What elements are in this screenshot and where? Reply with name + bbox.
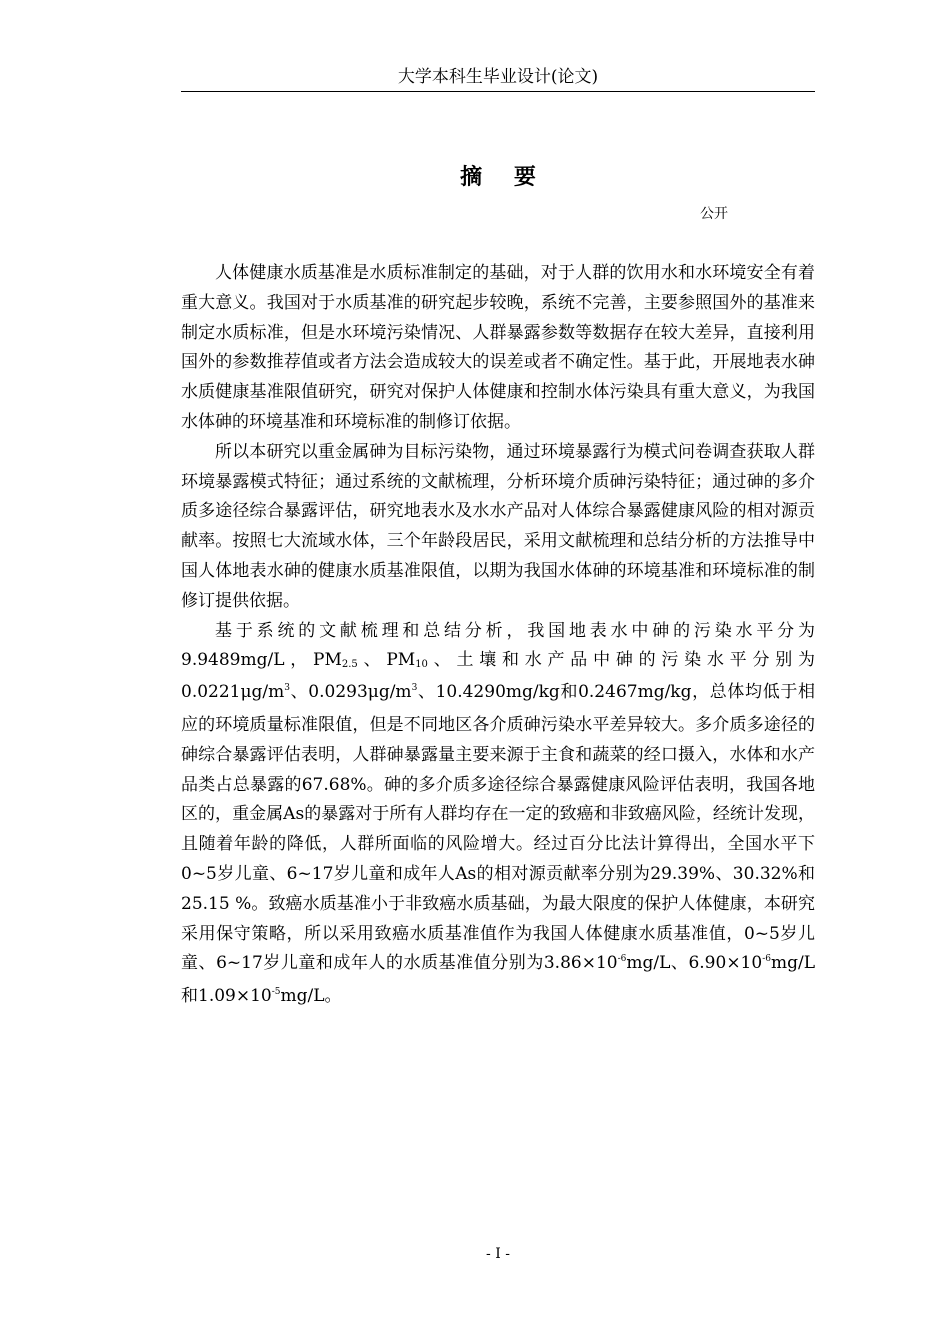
header-rule	[181, 91, 815, 92]
p3-text-6: mg/L、6.90×10	[626, 953, 763, 974]
unit-superscript-1: 3	[284, 683, 290, 694]
p3-text-1: 基于系统的文献梳理和总结分析，我国地表水中砷的污染水平分为9.9489mg/L，PM	[181, 620, 815, 671]
p3-text-4: 、0.0293μg/m	[290, 682, 412, 703]
abstract-paragraph-2: 所以本研究以重金属砷为目标污染物，通过环境暴露行为模式问卷调查获取人群环境暴露模式特征；通过系统的文献梳理，分析环境介质砷污染特征；通过砷的多介质多途径综合暴露评估，研究地表水及水水产品对人体综合暴露健康风险的相对源贡献率。按照七大流域水体，三个年龄段居民，采用文献梳理和总结分析的方法推导中国人体地表水砷的健康水质基准限值，以期为我国水体砷的环境基准和环境标准的制修订提供依据。	[181, 441, 815, 611]
unit-superscript-2: 3	[411, 683, 418, 694]
exponent-1: -6	[617, 954, 627, 965]
abstract-body	[181, 259, 815, 1015]
abstract-paragraph-3	[181, 617, 815, 1015]
pm25-subscript: 2.5	[341, 659, 358, 671]
pm10-subscript: 10	[415, 659, 428, 671]
page-number: - I -	[486, 1246, 510, 1262]
p3-text-5: 、10.4290mg/kg和0.2467mg/kg，总体均低于相应的环境质量标准限值，但是不同地区各介质砷污染水平差异较大。多介质多途径的砷综合暴露评估表明，人群砷暴露量主要来源于主食和蔬菜的经口摄入，水体和水产品类占总暴露的67.68%。砷的多介质多途径综合暴露健康风险评估表明，我国各地区的，重金属As的暴露对于所有人群均存在一定的致癌和非致癌风险，经统计发现，且随着年龄的降低，人群所面临的风险增大。经过百分比法计算得出，全国水平下0~5岁儿童、6~17岁儿童和成年人As的相对源贡献率分别为29.39%、30.32%和25.15 %。致癌水质基准小于非致癌水质基础，为最大限度的保护人体健康，本研究采用保守策略，所以采用致癌水质基准值作为我国人体健康水质基准值，0~5岁儿童、6~17岁儿童和成年人的水质基准值分别为3.86×10	[181, 682, 815, 974]
p3-text-2: 、PM	[357, 650, 416, 671]
abstract-title: 摘 要	[460, 165, 548, 190]
classification-label: 公开	[700, 206, 728, 222]
p3-text-7: mg/L和1.09×10	[181, 953, 816, 1007]
abstract-paragraph-1: 人体健康水质基准是水质标准制定的基础，对于人群的饮用水和水环境安全有着重大意义。我国对于水质基准的研究起步较晚，系统不完善，主要参照国外的基准来制定水质标准，但是水环境污染情况、人群暴露参数等数据存在较大差异，直接利用国外的参数推荐值或者方法会造成较大的误差或者不确定性。基于此，开展地表水砷水质健康基准限值研究，研究对保护人体健康和控制水体污染具有重大意义，为我国水体砷的环境基准和环境标准的制修订依据。	[181, 263, 815, 432]
exponent-3: -5	[271, 987, 281, 998]
p3-text-8: mg/L。	[280, 986, 342, 1007]
running-header: 大学本科生毕业设计(论文)	[397, 67, 599, 87]
exponent-2: -6	[762, 954, 771, 965]
p3-text-3: 、土壤和水产品中砷的污染水平分别为0.0221μg/m	[181, 650, 815, 703]
